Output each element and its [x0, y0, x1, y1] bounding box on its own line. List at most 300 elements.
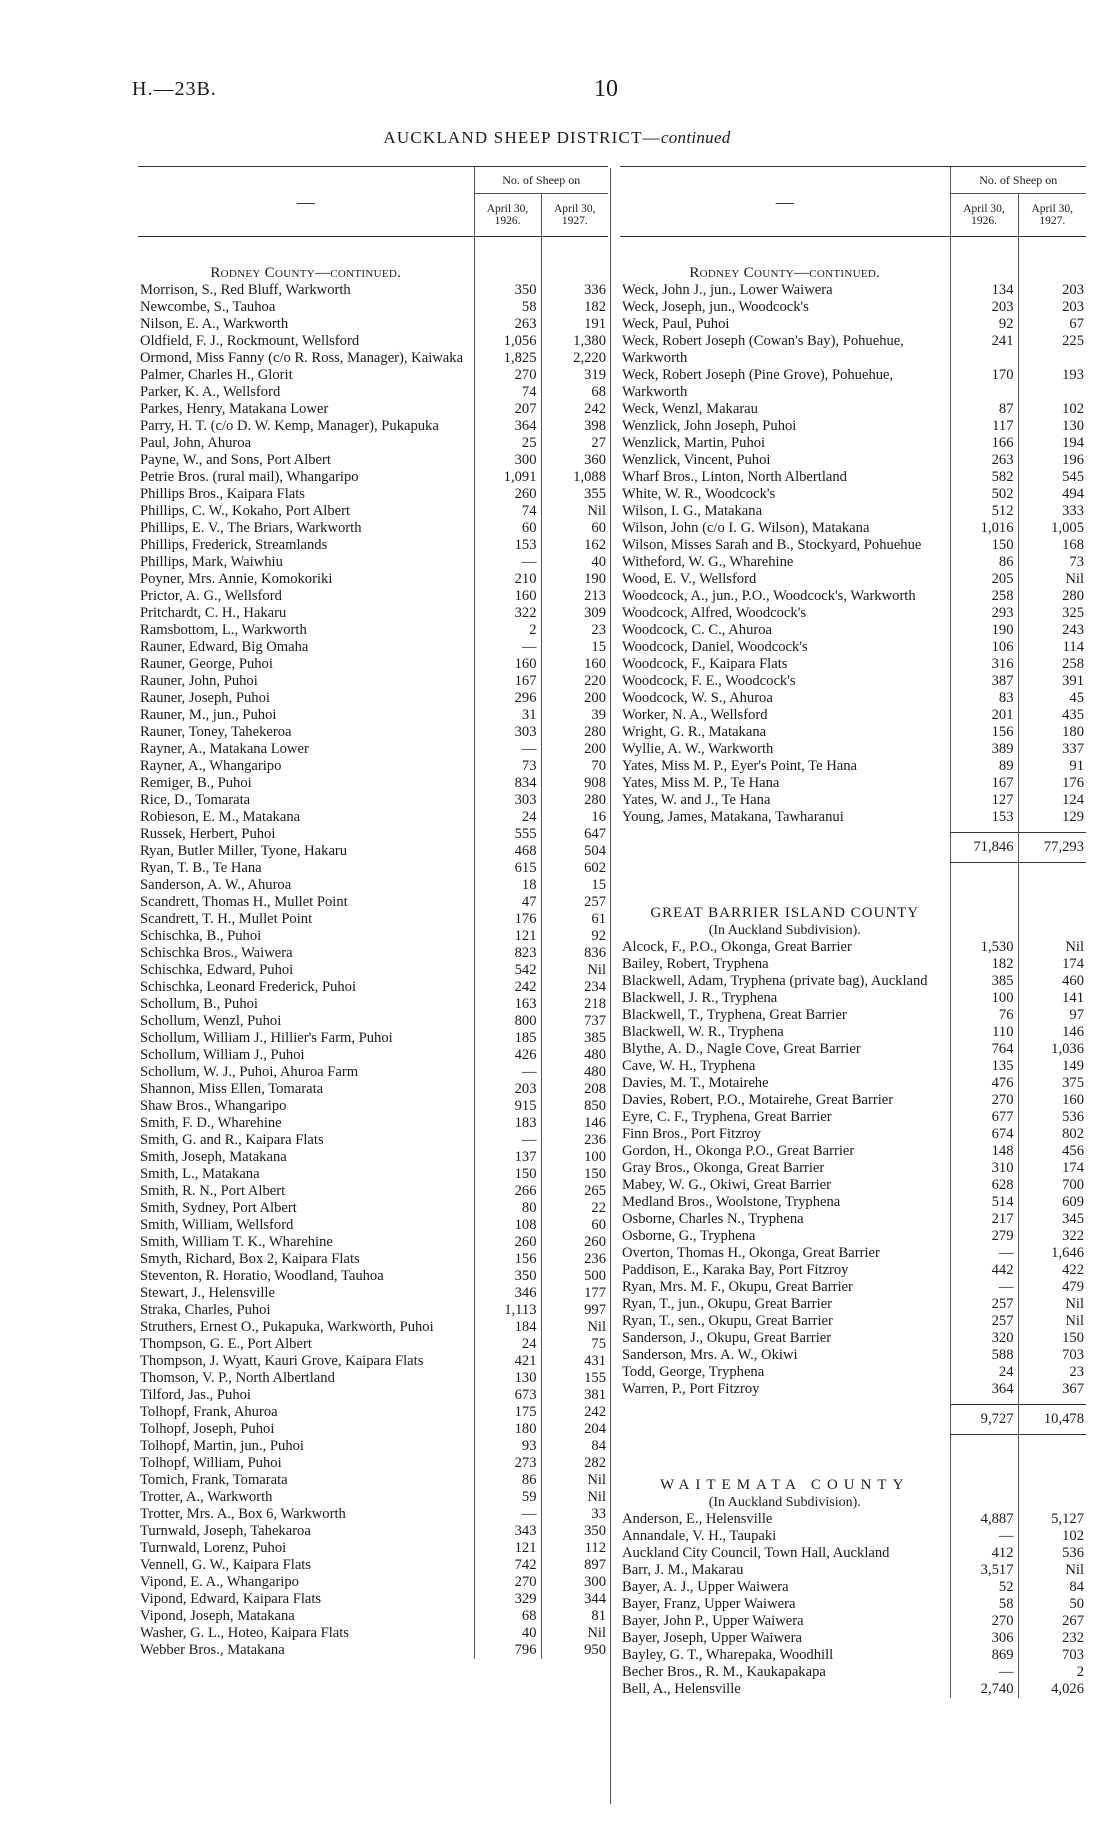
holder-name: Washer, G. L., Hoteo, Kaipara Flats — [140, 1625, 349, 1641]
sheep-1926: 148 — [950, 1143, 1018, 1160]
sheep-1926: 674 — [950, 1126, 1018, 1143]
sheep-1927: 391 — [1018, 673, 1086, 690]
table-row — [620, 622, 1086, 639]
sheep-1926: 150 — [474, 1166, 541, 1183]
sheep-1927: 150 — [541, 1166, 608, 1183]
sheep-1927: 300 — [541, 1574, 608, 1591]
sheep-1926: 796 — [474, 1642, 541, 1659]
holder-name: Gordon, H., Okonga P.O., Great Barrier — [622, 1143, 855, 1159]
sheep-1926: 260 — [474, 1234, 541, 1251]
table-row — [620, 1647, 1086, 1664]
sheep-1926: 127 — [950, 792, 1018, 809]
holder-name: Trotter, A., Warkworth — [140, 1489, 273, 1505]
holder-name: Blackwell, T., Tryphena, Great Barrier — [622, 1007, 847, 1023]
holder-name: Schollum, W. J., Puhoi, Ahuroa Farm — [140, 1064, 359, 1080]
spacer-row — [620, 863, 1086, 906]
sheep-1927: 545 — [1018, 469, 1086, 486]
sheep-1926: 121 — [474, 928, 541, 945]
holder-name: Woodcock, F. E., Woodcock's — [622, 673, 796, 689]
table-row — [620, 1562, 1086, 1579]
holder-name: Tolhopf, Joseph, Puhoi — [140, 1421, 275, 1437]
sheep-1927: 182 — [541, 299, 608, 316]
sheep-1927: 242 — [541, 401, 608, 418]
sheep-1926: 217 — [950, 1211, 1018, 1228]
sheep-1926: 74 — [474, 384, 541, 401]
table-row — [620, 1313, 1086, 1330]
sheep-1926: 4,887 — [950, 1511, 1018, 1528]
holder-name: Weck, Paul, Puhoi — [622, 316, 730, 332]
sheep-1926: 385 — [950, 973, 1018, 990]
table-row — [620, 1058, 1086, 1075]
table-row — [620, 1381, 1086, 1398]
sheep-1926: 241 — [950, 333, 1018, 367]
table-row — [620, 656, 1086, 673]
great-barrier-heading-text: GREAT BARRIER ISLAND COUNTY — [650, 905, 920, 921]
table-row — [138, 1149, 608, 1166]
sheep-1926: 207 — [474, 401, 541, 418]
sheep-1927: 398 — [541, 418, 608, 435]
table-row — [138, 1166, 608, 1183]
holder-name: Anderson, E., Helensville — [622, 1511, 773, 1527]
sheep-1926: 73 — [474, 758, 541, 775]
sheep-1926: 258 — [950, 588, 1018, 605]
sheep-1926: 166 — [950, 435, 1018, 452]
holder-name: Pritchardt, C. H., Hakaru — [140, 605, 287, 621]
sheep-1927: 282 — [541, 1455, 608, 1472]
holder-name: Bailey, Robert, Tryphena — [622, 956, 769, 972]
sheep-1926: 1,056 — [474, 333, 541, 350]
sheep-1927: 60 — [541, 1217, 608, 1234]
total-label — [620, 833, 950, 863]
holder-name: Rayner, A., Whangaripo — [140, 758, 282, 774]
sheep-1926: 59 — [474, 1489, 541, 1506]
sheep-1926: 915 — [474, 1098, 541, 1115]
holder-name: Woodcock, C. C., Ahuroa — [622, 622, 773, 638]
sheep-1927: 243 — [1018, 622, 1086, 639]
holder-name: Yates, W. and J., Te Hana — [622, 792, 771, 808]
table-row — [620, 554, 1086, 571]
holder-name: Parry, H. T. (c/o D. W. Kemp, Manager), Pukapuka — [140, 418, 439, 434]
holder-name: Eyre, C. F., Tryphena, Great Barrier — [622, 1109, 832, 1125]
table-row — [138, 1285, 608, 1302]
page-reference: H.—23B. — [132, 78, 217, 100]
section-title-text: Rodney County—continued. — [689, 265, 881, 281]
sheep-1926: 167 — [474, 673, 541, 690]
holder-name: Tolhopf, William, Puhoi — [140, 1455, 282, 1471]
holder-name: Ryan, T. B., Te Hana — [140, 860, 262, 876]
sheep-1927: 112 — [541, 1540, 608, 1557]
sheep-1926: 442 — [950, 1262, 1018, 1279]
holder-name: Overton, Thomas H., Okonga, Great Barrier — [622, 1245, 880, 1261]
table-row — [138, 741, 608, 758]
rodney-total-row — [620, 833, 1086, 863]
sheep-1927: 1,646 — [1018, 1245, 1086, 1262]
waitemata-subheading-text: (In Auckland Subdivision). — [708, 1495, 861, 1510]
great-barrier-subheading — [620, 922, 1086, 939]
sheep-1927: 260 — [541, 1234, 608, 1251]
holder-name: Warren, P., Port Fitzroy — [622, 1381, 760, 1397]
sheep-1926: 86 — [950, 554, 1018, 571]
table-row — [620, 333, 1086, 367]
sheep-1927: 908 — [541, 775, 608, 792]
sheep-1927: 208 — [541, 1081, 608, 1098]
sheep-1926: 270 — [950, 1613, 1018, 1630]
sheep-1926: 1,113 — [474, 1302, 541, 1319]
sheep-1927: 149 — [1018, 1058, 1086, 1075]
sheep-1927: 22 — [541, 1200, 608, 1217]
table-row — [620, 469, 1086, 486]
holder-name: Weck, Joseph, jun., Woodcock's — [622, 299, 809, 315]
holder-name: Tilford, Jas., Puhoi — [140, 1387, 251, 1403]
great-barrier-total-row — [620, 1405, 1086, 1435]
table-row — [620, 990, 1086, 1007]
holder-name: Vipond, Joseph, Matakana — [140, 1608, 295, 1624]
holder-name: Smith, F. D., Wharehine — [140, 1115, 282, 1131]
sheep-1926: 263 — [950, 452, 1018, 469]
sheep-1926: — — [950, 1664, 1018, 1681]
sheep-1927: 204 — [541, 1421, 608, 1438]
table-row — [138, 1217, 608, 1234]
sheep-1927: Nil — [541, 1319, 608, 1336]
sheep-1927: 1,088 — [541, 469, 608, 486]
table-row — [138, 1200, 608, 1217]
table-row — [138, 1302, 608, 1319]
table-row — [620, 1613, 1086, 1630]
holder-name: Mabey, W. G., Okiwi, Great Barrier — [622, 1177, 831, 1193]
holder-name: Ryan, Mrs. M. F., Okupu, Great Barrier — [622, 1279, 853, 1295]
table-row — [620, 809, 1086, 826]
sheep-1926: 300 — [474, 452, 541, 469]
table-row — [620, 724, 1086, 741]
sheep-1927: 333 — [1018, 503, 1086, 520]
holder-name: Schollum, William J., Hillier's Farm, Puhoi — [140, 1030, 393, 1046]
holder-name: Morrison, S., Red Bluff, Warkworth — [140, 282, 351, 298]
sheep-1926: — — [474, 741, 541, 758]
sheep-1926: 47 — [474, 894, 541, 911]
left-header-1927: April 30, 1927. — [541, 194, 608, 237]
table-row — [138, 316, 608, 333]
sheep-1926: 364 — [950, 1381, 1018, 1398]
sheep-1926: 677 — [950, 1109, 1018, 1126]
sheep-1927: 381 — [541, 1387, 608, 1404]
sheep-1926: 137 — [474, 1149, 541, 1166]
table-row — [138, 843, 608, 860]
sheep-1927: 16 — [541, 809, 608, 826]
holder-name: Yates, Miss M. P., Te Hana — [622, 775, 780, 791]
sheep-1926: 320 — [950, 1330, 1018, 1347]
table-row — [138, 1540, 608, 1557]
sheep-1927: 97 — [1018, 1007, 1086, 1024]
table-row — [138, 1132, 608, 1149]
table-row — [620, 639, 1086, 656]
holder-name: Annandale, V. H., Taupaki — [622, 1528, 777, 1544]
sheep-1927: 258 — [1018, 656, 1086, 673]
holder-name: Thompson, J. Wyatt, Kauri Grove, Kaipara Flats — [140, 1353, 424, 1369]
holder-name: Woodcock, F., Kaipara Flats — [622, 656, 788, 672]
sheep-1926: 167 — [950, 775, 1018, 792]
holder-name: Prictor, A. G., Wellsford — [140, 588, 282, 604]
sheep-1926: 329 — [474, 1591, 541, 1608]
sheep-1926: 279 — [950, 1228, 1018, 1245]
sheep-1927: 2 — [1018, 1664, 1086, 1681]
sheep-1926: 296 — [474, 690, 541, 707]
holder-name: Smith, Sydney, Port Albert — [140, 1200, 297, 1216]
table-row — [620, 537, 1086, 554]
sheep-1927: 703 — [1018, 1347, 1086, 1364]
sheep-1927: 23 — [541, 622, 608, 639]
holder-name: Sanderson, Mrs. A. W., Okiwi — [622, 1347, 798, 1363]
sheep-1926: 257 — [950, 1313, 1018, 1330]
sheep-1927: 1,380 — [541, 333, 608, 350]
sheep-1927: 102 — [1018, 1528, 1086, 1545]
sheep-1926: 346 — [474, 1285, 541, 1302]
holder-name: Barr, J. M., Makarau — [622, 1562, 744, 1578]
sheep-1927: 602 — [541, 860, 608, 877]
table-row — [138, 1115, 608, 1132]
table-row — [138, 877, 608, 894]
holder-name: Tomich, Frank, Tomarata — [140, 1472, 288, 1488]
sheep-1926: 364 — [474, 418, 541, 435]
sheep-1927: 150 — [1018, 1330, 1086, 1347]
sheep-1926: 588 — [950, 1347, 1018, 1364]
sheep-1927: 130 — [1018, 418, 1086, 435]
holder-name: Rauner, George, Puhoi — [140, 656, 273, 672]
total-label — [620, 1405, 950, 1435]
sheep-1926: 823 — [474, 945, 541, 962]
sheep-1927: 836 — [541, 945, 608, 962]
table-row — [138, 1523, 608, 1540]
sheep-1927: 536 — [1018, 1545, 1086, 1562]
table-row — [138, 1574, 608, 1591]
sheep-1926: 2 — [474, 622, 541, 639]
sheep-1927: 190 — [541, 571, 608, 588]
sheep-1927: 84 — [1018, 1579, 1086, 1596]
holder-name: Bayley, G. T., Wharepaka, Woodhill — [622, 1647, 834, 1663]
sheep-1927: 218 — [541, 996, 608, 1013]
left-section-title — [138, 265, 474, 282]
sheep-1926: 175 — [474, 1404, 541, 1421]
sheep-1926: 134 — [950, 282, 1018, 299]
holder-name: Ramsbottom, L., Warkworth — [140, 622, 307, 638]
sheep-1927: Nil — [541, 1625, 608, 1642]
total-1926: 71,846 — [950, 833, 1018, 863]
sheep-1926: 242 — [474, 979, 541, 996]
great-barrier-heading — [620, 905, 1086, 922]
sheep-1927: 647 — [541, 826, 608, 843]
sheep-1927: 350 — [541, 1523, 608, 1540]
spacer-row — [620, 1435, 1086, 1478]
sheep-1927: Nil — [541, 1489, 608, 1506]
sheep-1926: 542 — [474, 962, 541, 979]
table-row — [138, 452, 608, 469]
sheep-1927: 70 — [541, 758, 608, 775]
table-row — [620, 792, 1086, 809]
table-row — [620, 316, 1086, 333]
sheep-1926: 176 — [474, 911, 541, 928]
holder-name: Sanderson, J., Okupu, Great Barrier — [622, 1330, 832, 1346]
holder-name: Struthers, Ernest O., Pukapuka, Warkworth, Puhoi — [140, 1319, 434, 1335]
section-title-text: Rodney County—continued. — [210, 265, 402, 281]
sheep-1927: Nil — [541, 503, 608, 520]
table-row — [138, 1489, 608, 1506]
sheep-1927: 15 — [541, 877, 608, 894]
sheep-1926: 257 — [950, 1296, 1018, 1313]
table-row — [138, 333, 608, 350]
total-1926: 9,727 — [950, 1405, 1018, 1435]
sheep-1926: 182 — [950, 956, 1018, 973]
holder-name: Russek, Herbert, Puhoi — [140, 826, 276, 842]
sheep-1927: 480 — [541, 1047, 608, 1064]
table-row — [138, 707, 608, 724]
sheep-1926: 303 — [474, 792, 541, 809]
sheep-1926: 764 — [950, 1041, 1018, 1058]
sheep-1926: 615 — [474, 860, 541, 877]
right-section-title — [620, 265, 950, 282]
sheep-1926: 18 — [474, 877, 541, 894]
sheep-1926: — — [950, 1279, 1018, 1296]
table-row — [620, 1364, 1086, 1381]
sheep-1927: 280 — [1018, 588, 1086, 605]
table-row — [138, 1030, 608, 1047]
sheep-1927: 265 — [541, 1183, 608, 1200]
sheep-1927: 460 — [1018, 973, 1086, 990]
table-row — [620, 486, 1086, 503]
sheep-1927: 500 — [541, 1268, 608, 1285]
sheep-1926: — — [474, 639, 541, 656]
sheep-1927: 225 — [1018, 333, 1086, 367]
table-row — [620, 1194, 1086, 1211]
sheep-1926: 303 — [474, 724, 541, 741]
sheep-1926: 100 — [950, 990, 1018, 1007]
sheep-1927: 435 — [1018, 707, 1086, 724]
table-row — [138, 894, 608, 911]
table-row — [138, 1268, 608, 1285]
holder-name: Wilson, John (c/o I. G. Wilson), Matakana — [622, 520, 870, 536]
holder-name: Paul, John, Ahuroa — [140, 435, 252, 451]
holder-name: Petrie Bros. (rural mail), Whangaripo — [140, 469, 359, 485]
holder-name: Smith, William, Wellsford — [140, 1217, 294, 1233]
holder-name: Gray Bros., Okonga, Great Barrier — [622, 1160, 825, 1176]
holder-name: Steventon, R. Horatio, Woodland, Tauhoa — [140, 1268, 384, 1284]
sheep-1927: 280 — [541, 792, 608, 809]
table-row — [138, 1472, 608, 1489]
sheep-1927: 504 — [541, 843, 608, 860]
sheep-1926: 514 — [950, 1194, 1018, 1211]
holder-name: Schischka, Leonard Frederick, Puhoi — [140, 979, 357, 995]
sheep-1927: 1,036 — [1018, 1041, 1086, 1058]
sheep-1926: 263 — [474, 316, 541, 333]
sheep-1926: 170 — [950, 367, 1018, 401]
page-number: 10 — [594, 76, 618, 102]
table-row — [620, 956, 1086, 973]
sheep-1926: 350 — [474, 282, 541, 299]
table-row — [138, 537, 608, 554]
sheep-1927: 322 — [1018, 1228, 1086, 1245]
table-row — [138, 639, 608, 656]
table-row — [620, 973, 1086, 990]
waitemata-heading-text: WAITEMATA COUNTY — [660, 1477, 910, 1493]
waitemata-heading — [620, 1477, 1086, 1494]
sheep-1926: 512 — [950, 503, 1018, 520]
sheep-1927: 997 — [541, 1302, 608, 1319]
holder-name: Thomson, V. P., North Albertland — [140, 1370, 335, 1386]
table-row — [138, 1370, 608, 1387]
sheep-1927: 146 — [541, 1115, 608, 1132]
holder-name: Sanderson, A. W., Ahuroa — [140, 877, 292, 893]
holder-name: Vipond, E. A., Whangaripo — [140, 1574, 299, 1590]
sheep-1927: 200 — [541, 690, 608, 707]
sheep-1926: 24 — [474, 809, 541, 826]
sheep-1927: 309 — [541, 605, 608, 622]
holder-name: Vennell, G. W., Kaipara Flats — [140, 1557, 312, 1573]
table-row — [138, 520, 608, 537]
table-row — [138, 588, 608, 605]
holder-name: Phillips, C. W., Kokaho, Port Albert — [140, 503, 351, 519]
holder-name: Stewart, J., Helensville — [140, 1285, 275, 1301]
sheep-1927: 73 — [1018, 554, 1086, 571]
sheep-1927: 75 — [541, 1336, 608, 1353]
sheep-1926: 24 — [474, 1336, 541, 1353]
sheep-1926: 2,740 — [950, 1681, 1018, 1698]
sheep-1926: 160 — [474, 588, 541, 605]
holder-name: Schischka, Edward, Puhoi — [140, 962, 294, 978]
holder-name: Schollum, B., Puhoi — [140, 996, 258, 1012]
sheep-1927: 203 — [1018, 299, 1086, 316]
sheep-1927: 193 — [1018, 367, 1086, 401]
table-row — [620, 1024, 1086, 1041]
table-row — [138, 656, 608, 673]
holder-name: Trotter, Mrs. A., Box 6, Warkworth — [140, 1506, 346, 1522]
holder-name: Weck, Robert Joseph (Pine Grove), Pohuehue, Warkworth — [622, 367, 894, 400]
holder-name: Davies, M. T., Motairehe — [622, 1075, 769, 1091]
holder-name: Blackwell, J. R., Tryphena — [622, 990, 778, 1006]
sheep-1927: 385 — [541, 1030, 608, 1047]
table-row — [138, 1557, 608, 1574]
sheep-1927: 897 — [541, 1557, 608, 1574]
title-main: AUCKLAND SHEEP DISTRICT— — [383, 128, 661, 147]
sheep-1927: 337 — [1018, 741, 1086, 758]
sheep-1926: 273 — [474, 1455, 541, 1472]
table-row — [620, 1630, 1086, 1647]
sheep-1926: 153 — [950, 809, 1018, 826]
sheep-1927: 194 — [1018, 435, 1086, 452]
sheep-1926: — — [474, 1064, 541, 1081]
holder-name: Worker, N. A., Wellsford — [622, 707, 768, 723]
sheep-1927: 480 — [541, 1064, 608, 1081]
sheep-1927: 146 — [1018, 1024, 1086, 1041]
holder-name: Shannon, Miss Ellen, Tomarata — [140, 1081, 324, 1097]
sheep-1927: 950 — [541, 1642, 608, 1659]
sheep-1927: 168 — [1018, 537, 1086, 554]
table-row — [138, 1404, 608, 1421]
sheep-1926: 476 — [950, 1075, 1018, 1092]
holder-name: Blythe, A. D., Nagle Cove, Great Barrier — [622, 1041, 861, 1057]
holder-name: Weck, John J., jun., Lower Waiwera — [622, 282, 833, 298]
table-row — [138, 1234, 608, 1251]
table-row — [620, 690, 1086, 707]
table-row — [620, 1075, 1086, 1092]
sheep-1927: 160 — [541, 656, 608, 673]
sheep-1926: 628 — [950, 1177, 1018, 1194]
table-row — [138, 1608, 608, 1625]
table-row — [620, 401, 1086, 418]
table-row — [620, 1007, 1086, 1024]
table-row — [620, 367, 1086, 401]
sheep-1927: 234 — [541, 979, 608, 996]
sheep-1927: 50 — [1018, 1596, 1086, 1613]
table-row — [620, 1092, 1086, 1109]
table-row — [620, 741, 1086, 758]
